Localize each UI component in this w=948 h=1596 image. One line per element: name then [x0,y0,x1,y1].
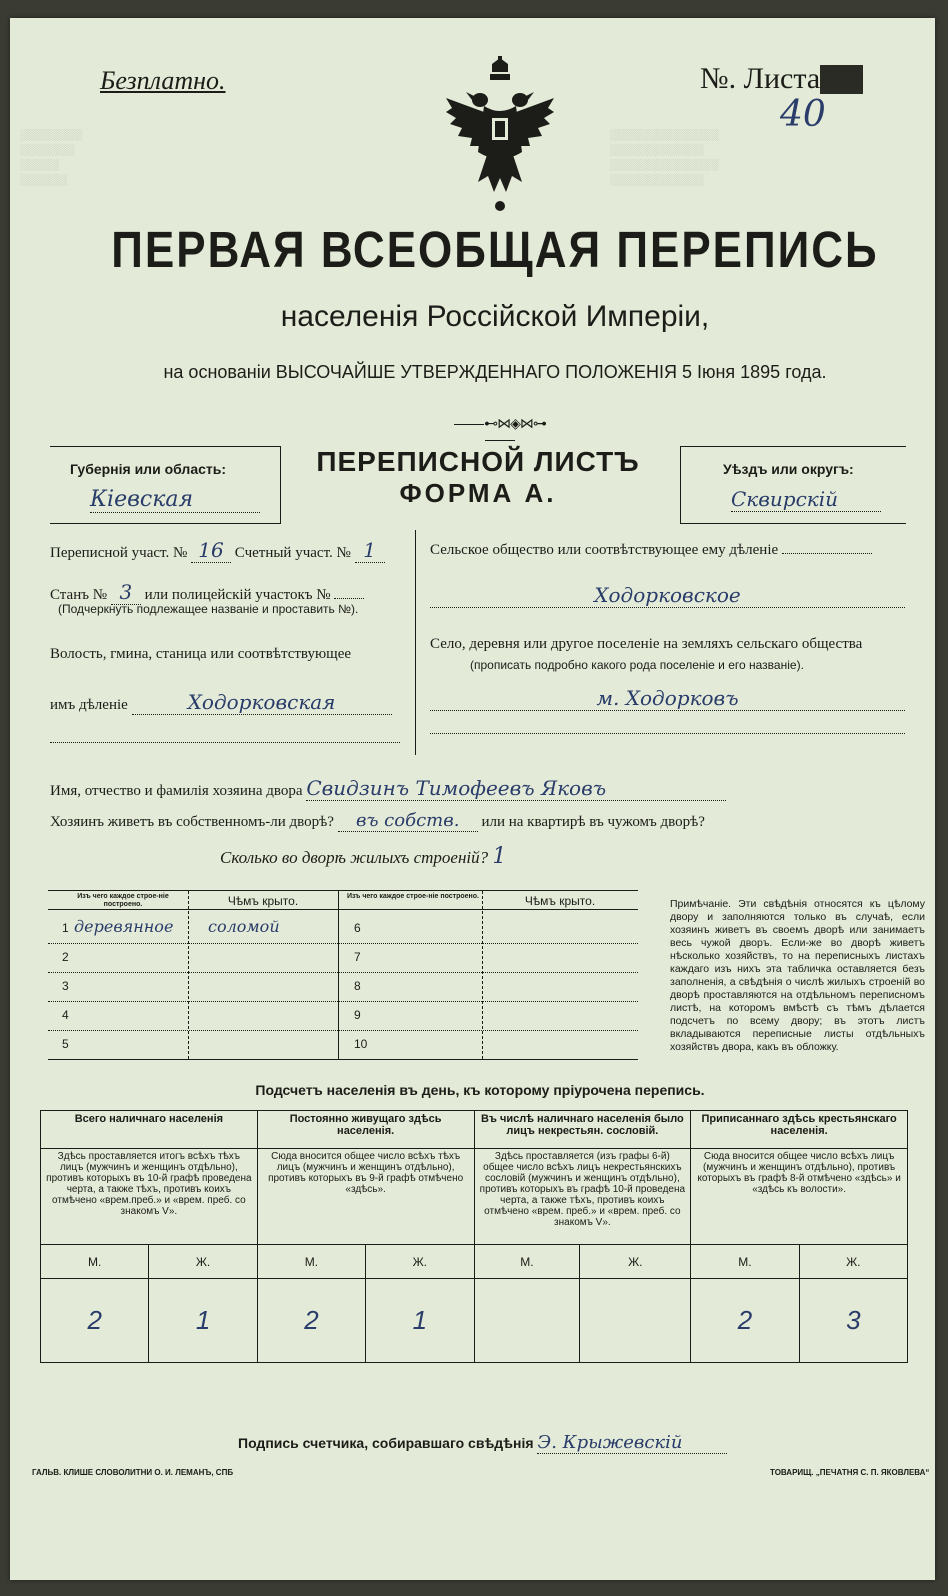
building-row [48,1002,338,1031]
population-count-table [40,1110,908,1363]
village-label: Село, деревня или другое поселеніе на земляхъ сельскаго общества [430,636,863,652]
building-row [48,915,338,944]
sheet-number-struck: 241 [822,65,862,94]
signature-label: Подпись счетчика, собиравшаго свѣдѣнія [238,1435,534,1451]
society-value: Ходорковское [430,583,905,608]
building-row-number: 1 [62,921,69,935]
building-row [338,915,638,944]
building-row-number: 9 [354,1008,361,1022]
society-line [782,553,872,554]
census-area-label: Переписной участ. № [50,545,188,561]
form-title-sub: ФОРМА А. [399,478,557,508]
col-roof-left: Чѣмъ крыто. [227,894,299,908]
free-label: Безплатно. [100,66,226,95]
col-roof-right: Чѣмъ крыто. [524,894,596,908]
count-female-value: 1 [149,1279,257,1363]
signature-field [238,1432,727,1454]
count-desc: Сюда вносится общее число всѣхъ лицъ (мужчинъ и женщинъ отдѣльно), противъ которыхъ въ графѣ 8-й отмѣчено «здѣсь» и «здѣсь къ волости». [691,1149,908,1245]
volost-label: Волость, гмина, станица или соотвѣтствующее [50,646,352,662]
count-head: Всего наличнаго населенія [41,1111,258,1149]
header-rule [48,909,638,910]
census-area-value: 16 [191,538,231,563]
legal-basis: на основаніи ВЫСОЧАЙШЕ УТВЕРЖДЕННАГО ПОЛОЖЕНІЯ 5 Іюня 1895 года. [163,362,827,382]
column-divider [415,530,416,755]
buildings-count-field [220,844,506,869]
sheet-number-handwritten: 40 [780,94,826,135]
owner-name-label: Имя, отчество и фамилія хозяина двора [50,783,303,799]
society-field [430,542,910,559]
bleed-through-text: ░░░░░░░░ ░░░░░░░ ░░░░░ ░░░░░░ [20,129,83,186]
signature-value: Э. Крыжевскій [537,1432,727,1454]
count-head: Въ числѣ наличнаго населенія было лицъ некрестьян. сословій. [474,1111,691,1149]
volost-label2: имъ дѣленіе [50,697,128,713]
sheet-number-label: №. Листа [700,62,821,95]
stan-note: (Подчеркнуть подлежащее названіе и проставить №). [58,602,359,616]
count-title: Подсчетъ населенія въ день, къ которому пріурочена перепись. [255,1082,705,1098]
male-col-head: М. [41,1245,149,1279]
female-col-head: Ж. [149,1245,257,1279]
building-row-number: 6 [354,921,361,935]
society-label: Сельское общество или соотвѣтствующее ему дѣленіе [430,542,779,558]
count-desc: Здѣсь проставляется (изъ графы 6-й) общее число всѣхъ лицъ некрестьянскихъ сословій (мужчинъ и женщинъ отдѣльно), противъ которыхъ въ графѣ 10-й проведена черта, а также тѣхъ, противъ коихъ отмѣчено «врем. преб.» и «врем. преб. со знакомъ V». [474,1149,691,1245]
owner-name-field [50,776,910,801]
count-male-value: 2 [691,1279,799,1363]
count-head: Постоянно живущаго здѣсь населенія. [257,1111,474,1149]
buildings-count-label: Сколько во дворѣ жилыхъ строеній? [220,848,489,867]
province-box [50,446,281,524]
col-material-left: Изъ чего каждое строе-ніе построено. [77,893,169,908]
count-female-value: 3 [799,1279,907,1363]
count-male-value: 2 [257,1279,365,1363]
count-area-value: 1 [355,538,385,563]
count-desc: Здѣсь проставляется итогъ всѣхъ тѣхъ лицъ (мужчинъ и женщинъ отдѣльно), противъ которыхъ въ 10-й графѣ проведена черта, а также тѣхъ, противъ коихъ отмѣчено «врем.преб.» и «врем. преб. со знакомъ V». [41,1149,258,1245]
buildings-right-rows [338,915,638,1059]
building-row-number: 2 [62,950,69,964]
bleed-through-text: ░░░░░░░░░░░░░░ ░░░░░░░░░░░░ ░░░░░░░░░░░░░░ ░░░░░░░░░░░░ [610,129,720,186]
district-label: Уѣздъ или округъ: [723,461,854,477]
owner-lives-value: въ собств. [338,810,478,832]
female-col-head: Ж. [580,1245,691,1279]
count-area-label: Счетный участ. № [234,545,351,561]
census-area-field [50,538,385,563]
stan-label: Станъ № [50,587,108,603]
sheet-number [700,62,863,135]
census-subtitle: населенія Россійской Имперіи, [280,300,710,333]
volost-value: Ходорковская [132,690,392,715]
building-row [338,1031,638,1059]
village-note: (прописать подробно какого рода поселеніе и его названіе). [470,658,804,672]
building-roof: соломой [208,917,280,936]
building-row [338,1002,638,1031]
form-title-main: ПЕРЕПИСНОЙ ЛИСТЪ [316,446,640,477]
male-col-head: М. [257,1245,365,1279]
police-value-line [334,598,364,599]
building-row [48,1031,338,1059]
col-material-right: Изъ чего каждое строе-ніе построено. [346,893,480,900]
police-label: или полицейскій участокъ № [144,587,331,603]
district-value: Сквирскій [731,487,881,512]
building-row-number: 7 [354,950,361,964]
imperial-eagle-icon [440,56,560,216]
male-col-head: М. [474,1245,580,1279]
building-row-number: 10 [354,1037,368,1051]
building-row [48,973,338,1002]
buildings-table [48,890,638,1060]
form-title [288,446,668,509]
ornament-divider [440,416,560,449]
footer-printer-right: ТОВАРИЩ. „ПЕЧАТНЯ С. П. ЯКОВЛЕВА“ [770,1468,930,1477]
male-col-head: М. [691,1245,799,1279]
building-row [338,944,638,973]
owner-name-value: Свидзинъ Тимофеевъ Яковъ [306,776,726,801]
building-row-number: 8 [354,979,361,993]
count-male-value [474,1279,580,1363]
province-label: Губернія или область: [70,461,227,477]
building-row-number: 5 [62,1037,69,1051]
count-male-value: 2 [41,1279,149,1363]
census-title: ПЕРВАЯ ВСЕОБЩАЯ ПЕРЕПИСЬ [111,222,879,279]
buildings-left-rows [48,915,338,1059]
building-row-number: 4 [62,1008,69,1022]
note-text: Примѣчаніе. Эти свѣдѣнія относятся къ цѣлому двору и заполняются только въ случаѣ, если хозяинъ живетъ въ своемъ дворѣ или занимаетъ весь чужой дворъ. Если-же во дворѣ живетъ нѣсколько хозяйствъ, то на переписныхъ листахъ каждаго изъ нихъ эта табличка оставляется безъ заполненія, а свѣдѣнія о числѣ жилыхъ строеній во дворѣ проставляются на отдѣльномъ переписномъ листѣ, на которомъ вмѣстѣ съ тѣмъ дѣлается подсчетъ по всему двору; въ этотъ листъ вкладываются переписные листы отдѣльныхъ хозяйствъ двора, какъ въ обложку. [670,898,925,1053]
province-value: Кіевская [90,487,260,513]
ornament-glyphs: ⊷⋈◈⋈⊶ [484,417,546,432]
female-col-head: Ж. [366,1245,474,1279]
female-col-head: Ж. [799,1245,907,1279]
count-female-value: 1 [366,1279,474,1363]
count-head: Приписаннаго здѣсь крестьянскаго населенія. [691,1111,908,1149]
district-box [680,446,906,524]
building-material: деревянное [74,917,174,936]
stan-value: 3 [111,580,141,605]
owner-lives-label2: или на квартирѣ въ чужомъ дворѣ? [481,814,705,830]
building-row-number: 3 [62,979,69,993]
volost-field [50,690,400,715]
count-female-value [580,1279,691,1363]
blank-line [430,733,905,734]
building-row [48,944,338,973]
footer-printer-left: ГАЛЬВ. КЛИШЕ СЛОВОЛИТНИ О. И. ЛЕМАНЪ, СПБ [32,1468,234,1477]
buildings-count-value: 1 [492,844,507,869]
blank-line [50,742,400,743]
count-desc: Сюда вносится общее число всѣхъ тѣхъ лицъ (мужчинъ и женщинъ отдѣльно), противъ которыхъ въ 9-й графѣ отмѣчено «здѣсь». [257,1149,474,1245]
census-sheet [10,18,935,1580]
village-value: м. Ходорковъ [430,686,905,711]
owner-lives-field [50,810,920,832]
owner-lives-label: Хозяинъ живетъ въ собственномъ-ли дворѣ? [50,814,334,830]
building-row [338,973,638,1002]
